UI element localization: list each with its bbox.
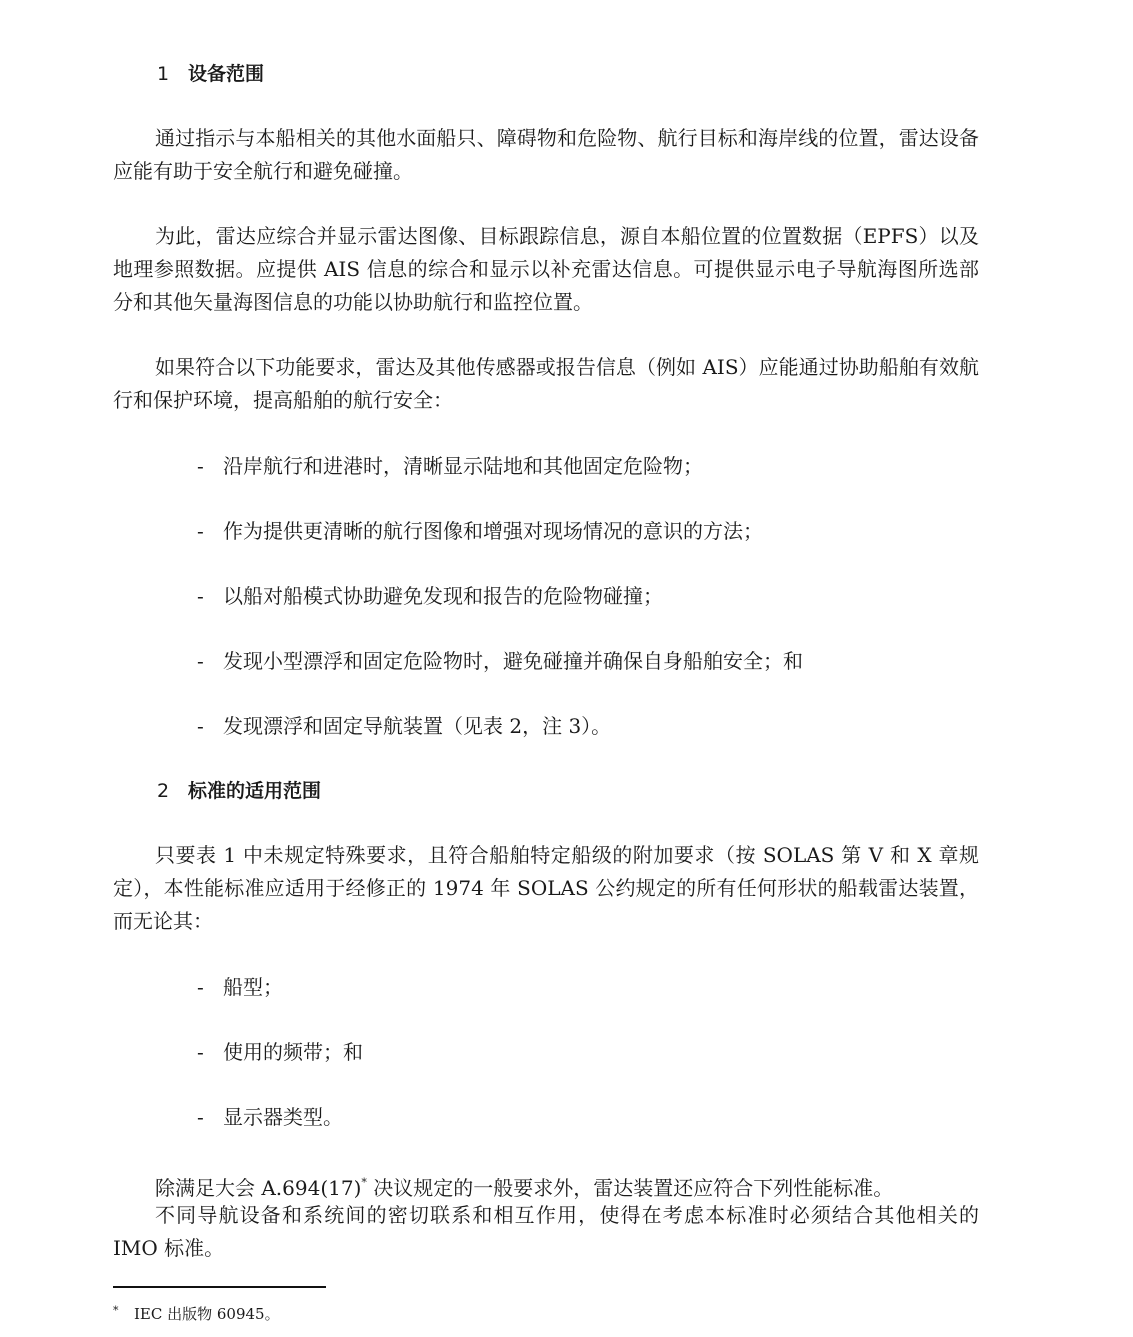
section-1-bullet [197,648,803,674]
bullet-text: 以船对船模式协助避免发现和报告的危险物碰撞； [223,584,663,608]
paragraph-2-text-before: 除满足大会 A.694(17) [155,1176,362,1200]
section-1-title: 设备范围 [188,63,265,85]
section-1-bullet [197,583,663,609]
bullet-dash: - [197,454,204,478]
bullet-dash: - [197,975,204,999]
section-2-bullet [197,974,283,1000]
bullet-text: 显示器类型。 [223,1105,343,1129]
section-1-number: 1 [157,63,170,85]
bullet-dash: - [197,584,204,608]
footnote [113,1301,280,1324]
bullet-text: 发现小型漂浮和固定危险物时，避免碰撞并确保自身船舶安全；和 [223,649,803,673]
section-2-bullet [197,1104,343,1130]
section-1-paragraph-1: 通过指示与本船相关的其他水面船只、障碍物和危险物、航行目标和海岸线的位置，雷达设备应能有助于安全航行和避免碰撞。 [113,126,979,183]
bullet-text: 沿岸航行和进港时，清晰显示陆地和其他固定危险物； [223,454,703,478]
section-1-bullet [197,713,611,739]
section-1-bullet [197,518,763,544]
footnote-reference[interactable]: * [361,1176,367,1189]
paragraph-2-text-after: 决议规定的一般要求外，雷达装置还应符合下列性能标准。 [366,1176,894,1200]
bullet-dash: - [197,1040,204,1064]
bullet-text: 船型； [223,975,283,999]
footnote-text: IEC 出版物 60945。 [134,1305,280,1323]
section-2-heading [157,779,321,803]
bullet-dash: - [197,714,204,738]
section-1-bullet [197,453,703,479]
bullet-dash: - [197,1105,204,1129]
section-2-paragraph-1: 只要表 1 中未规定特殊要求，且符合船舶特定船级的附加要求（按 SOLAS 第 V 和 X 章规定），本性能标准应适用于经修正的 1974 年 SOLAS 公约规定的所有任何形状的船载雷达装置，而无论其： [113,843,979,933]
section-1-paragraph-3: 如果符合以下功能要求，雷达及其他传感器或报告信息（例如 AIS）应能通过协助船舶有效航行和保护环境，提高船舶的航行安全： [113,355,979,412]
section-2-bullet [197,1039,363,1065]
bullet-dash: - [197,519,204,543]
bullet-dash: - [197,649,204,673]
section-1-heading [157,62,264,86]
section-2-paragraph-3: 不同导航设备和系统间的密切联系和相互作用，使得在考虑本标准时必须结合其他相关的 IMO 标准。 [113,1203,979,1260]
footnote-separator [113,1286,326,1288]
bullet-text: 作为提供更清晰的航行图像和增强对现场情况的意识的方法； [223,519,763,543]
section-1-paragraph-2: 为此，雷达应综合并显示雷达图像、目标跟踪信息，源自本船位置的位置数据（EPFS）以及地理参照数据。应提供 AIS 信息的综合和显示以补充雷达信息。可提供显示电子导航海图所选部分和其他矢量海图信息的功能以协助航行和监控位置。 [113,224,979,314]
footnote-mark: * [113,1304,119,1317]
bullet-text: 使用的频带；和 [223,1040,363,1064]
section-2-title: 标准的适用范围 [188,780,322,802]
bullet-text: 发现漂浮和固定导航装置（见表 2，注 3）。 [223,714,612,738]
section-2-number: 2 [157,780,170,802]
